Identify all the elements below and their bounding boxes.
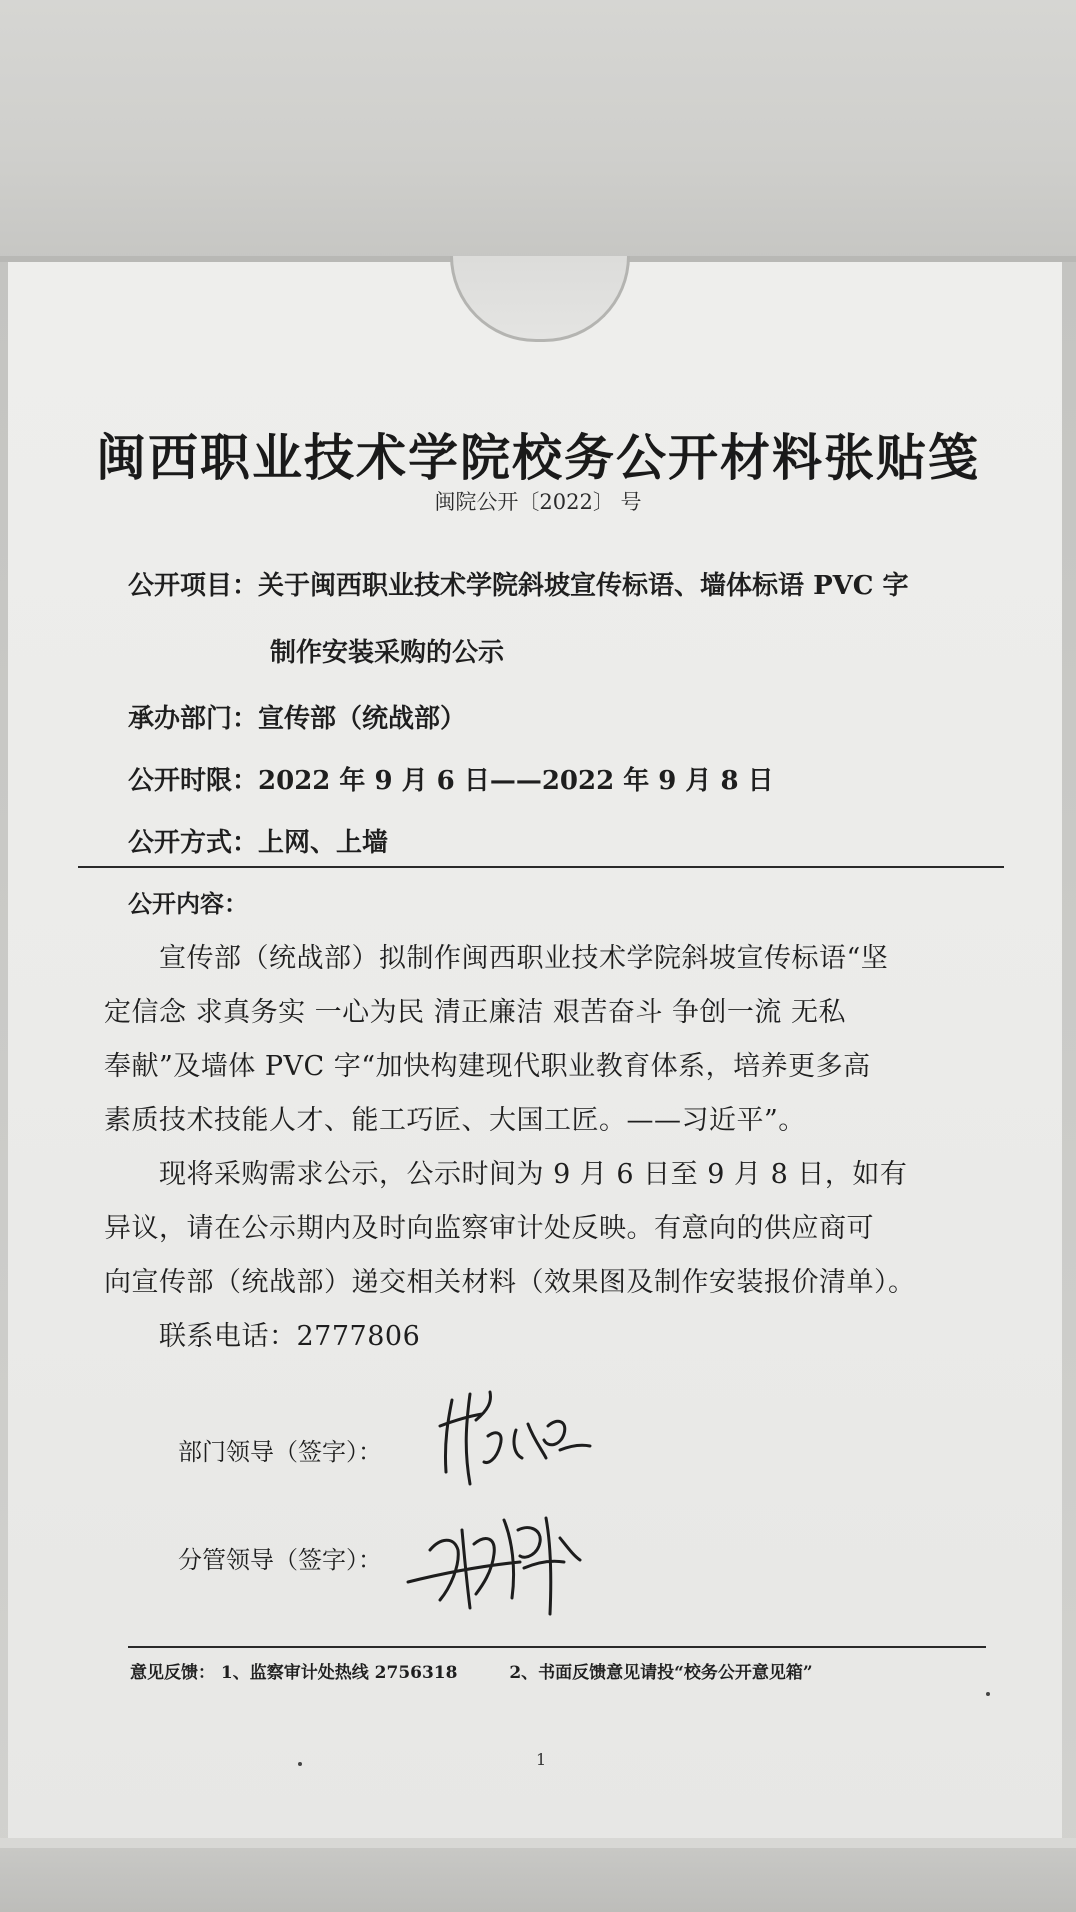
field-period-value: 2022 年 9 月 6 日——2022 年 9 月 8 日 <box>258 766 774 796</box>
field-item-value: 关于闽西职业技术学院斜坡宣传标语、墙体标语 PVC 字 <box>258 571 909 601</box>
feedback-footer <box>130 1658 813 1683</box>
field-period-label: 公开时限： <box>128 766 259 796</box>
section-divider <box>78 866 1004 868</box>
supervisor-signature <box>400 1490 600 1630</box>
field-method <box>128 822 388 859</box>
content-line: 异议，请在公示期内及时向监察审计处反映。有意向的供应商可 <box>104 1213 874 1244</box>
paper-speck <box>986 1692 990 1696</box>
content-line: 定信念 求真务实 一心为民 清正廉洁 艰苦奋斗 争创一流 无私 <box>104 997 846 1028</box>
field-item <box>128 565 909 602</box>
supervisor-signature-label: 分管领导（签字）： <box>178 1546 382 1574</box>
content-line: 联系电话：2777806 <box>104 1321 421 1352</box>
field-method-value: 上网、上墙 <box>258 828 389 858</box>
content-line: 宣传部（统战部）拟制作闽西职业技术学院斜坡宣传标语“坚 <box>104 943 889 974</box>
field-department <box>128 698 466 735</box>
feedback-item-hotline: 1、监察审计处热线 2756318 <box>220 1663 458 1683</box>
paper-speck <box>298 1762 302 1766</box>
footer-divider <box>128 1646 986 1648</box>
holder-bottom <box>0 1848 1076 1912</box>
content-line: 奉献”及墙体 PVC 字“加快构建现代职业教育体系，培养更多高 <box>104 1051 871 1082</box>
content-label: 公开内容： <box>128 889 248 918</box>
feedback-label: 意见反馈： <box>130 1663 215 1683</box>
field-period <box>128 760 774 797</box>
content-line: 素质技术技能人才、能工巧匠、大国工匠。——习近平”。 <box>104 1105 806 1136</box>
field-department-value: 宣传部（统战部） <box>258 704 467 734</box>
content-line: 向宣传部（统战部）递交相关材料（效果图及制作安装报价清单）。 <box>104 1267 916 1298</box>
field-item-label: 公开项目： <box>128 571 259 601</box>
content-line: 现将采购需求公示，公示时间为 9 月 6 日至 9 月 8 日，如有 <box>104 1159 908 1190</box>
feedback-item-mailbox: 2、书面反馈意见请投“校务公开意见箱” <box>509 1663 813 1683</box>
field-method-label: 公开方式： <box>128 828 259 858</box>
dept-leader-signature <box>430 1380 610 1500</box>
dept-leader-signature-label: 部门领导（签字）： <box>178 1438 382 1466</box>
document-number: 闽院公开〔2022〕 号 <box>434 490 642 514</box>
page-mark: 1 <box>536 1750 547 1769</box>
field-department-label: 承办部门： <box>128 704 259 734</box>
field-item-value-cont: 制作安装采购的公示 <box>270 638 505 668</box>
document-title: 闽西职业技术学院校务公开材料张贴笺 <box>96 428 980 487</box>
wall-background <box>0 0 1076 262</box>
